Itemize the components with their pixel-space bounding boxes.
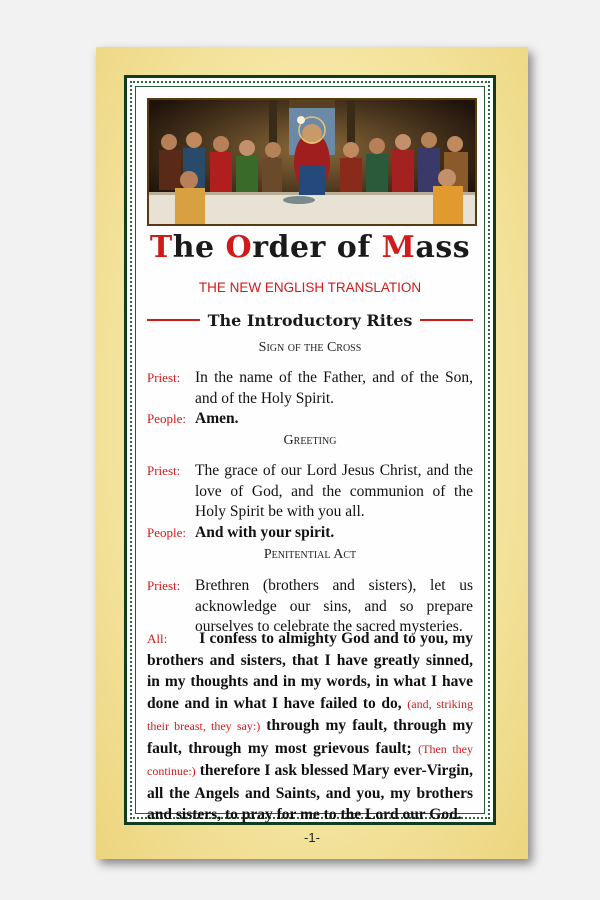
line-text: In the name of the Father, and of the Son, and of the Holy Spirit. [195,369,473,407]
missal-card [96,47,528,859]
role-label: Priest: [147,370,181,385]
line-text: And with your spirit. [195,524,335,541]
subtitle: THE NEW ENGLISH TRANSLATION [198,280,422,295]
confiteor-block [147,628,473,826]
confiteor-part-3: therefore I ask blessed Mary ever-Virgin, all the Angels and Saints, and you, my brothers and sisters, to pray for me to the Lord our God. [147,762,473,823]
role-label: Priest: [147,463,181,478]
role-label: Priest: [147,578,181,593]
dialogue-line [147,368,473,409]
line-text: Brethren (brothers and sisters), let us acknowledge our sins, and so prepare ourselves to celebrate the sacred mysteries. [195,577,473,635]
rubric-striking-breast: (and, striking their breast, they say:) [147,696,473,733]
title-initial-t: T [149,230,173,265]
dialogue-line [147,461,473,523]
role-label: People: [147,525,186,540]
subheading-sign-of-cross: Sign of the Cross [258,340,362,355]
line-text: Amen. [195,410,239,427]
title-part-rder: rder of [252,230,382,265]
divider-right [420,319,473,321]
title-initial-m: M [381,230,416,265]
role-label: People: [147,411,186,426]
rubric-then-continue: (Then they continue:) [147,741,474,778]
section-title: The Introductory Rites [207,310,413,330]
title-part-he: he [172,230,226,265]
subheading-penitential-act: Penitential Act [263,547,357,562]
title-part-ass: ass [415,230,471,265]
divider-left [147,319,200,321]
title-initial-o: O [225,230,253,265]
confiteor-part-2: through my fault, through my fault, through my most grievous fault; [147,717,473,757]
confiteor-part-1: I confess to almighty God and to you, my brothers and sisters, that I have greatly sinned, in my thoughts and in my words, in what I have done and in what I have failed to do, [147,630,474,712]
page-title [127,230,493,265]
dialogue-line [147,409,473,430]
section-heading [147,310,473,330]
last-supper-painting [147,98,477,226]
page-frame [124,75,496,825]
line-text: The grace of our Lord Jesus Christ, and the love of God, and the communion of the Holy Spirit be with you all. [195,462,473,520]
role-label: All: [147,631,168,646]
subheading-greeting: Greeting [283,433,337,448]
page-number: -1- [304,830,320,845]
dialogue-line [147,523,473,544]
last-supper-illustration [149,100,475,224]
